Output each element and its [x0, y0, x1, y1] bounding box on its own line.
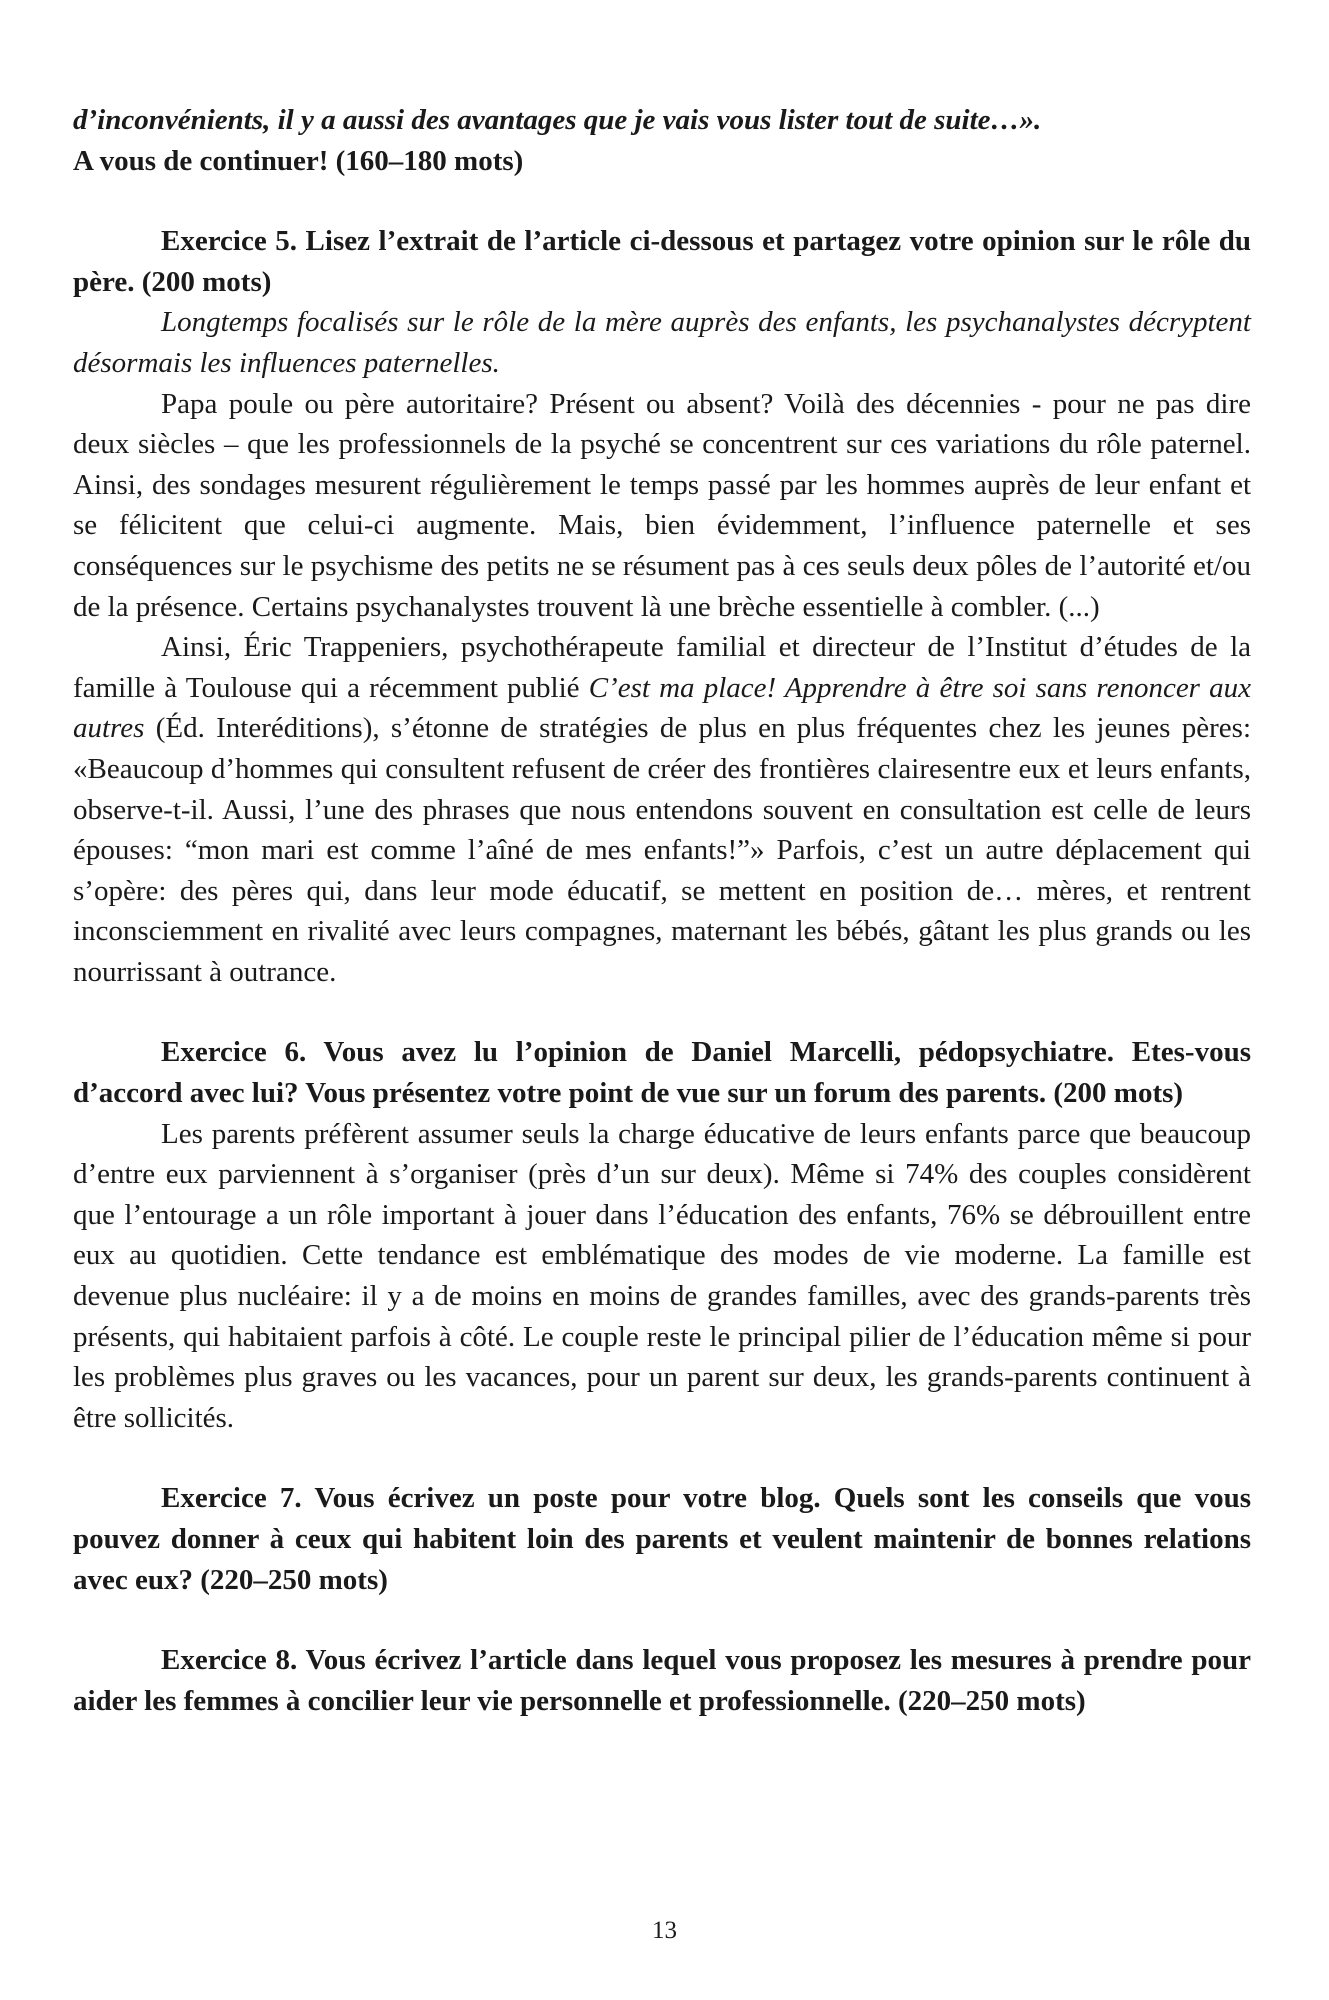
intro-block [73, 100, 1251, 181]
exercise-5-heading: Exercice 5. Lisez l’extrait de l’article ci-dessous et partagez votre opinion sur le rôle du père. (200 mots) [73, 225, 1251, 298]
book-title: C’est ma place! Apprendre à être soi sans renoncer aux autres [73, 671, 1251, 745]
intro-quote-end: d’inconvénients, il y a aussi des avantages que je vais vous lister tout de suite…». [73, 104, 1042, 136]
exercise-8-heading: Exercice 8. Vous écrivez l’article dans lequel vous proposez les mesures à prendre pour aider les femmes à concilier leur vie personnelle et professionnelle. (220–250 mots) [73, 1644, 1251, 1717]
exercise-5-lead: Longtemps focalisés sur le rôle de la mère auprès des enfants, les psychanalystes décryptent désormais les influences paternelles. [73, 306, 1251, 379]
page-number: 13 [652, 1917, 677, 1944]
document-page [73, 100, 1251, 1721]
exercise-5-paragraph-2-end: (Éd. Interéditions), s’étonne de stratégies de plus en plus fréquentes chez les jeunes pères: «Beaucoup d’hommes qui consultent refusent de créer des frontières clairesentre eux et leurs enfants, observe-t-il. Aussi, l’une des phrases que nous entendons souvent en consultation est celle de leurs épouses: “mon mari est comme l’aîné de mes enfants!”» Parfois, c’est un autre déplacement qui s’opère: des pères qui, dans leur mode éducatif, se mettent en position de… mères, et rentrent inconsciemment en rivalité avec leurs compagnes, maternant les bébés, gâtant les plus grands ou les nourrissant à outrance. [73, 712, 1251, 988]
intro-instruction: A vous de continuer! (160–180 mots) [73, 144, 524, 177]
exercise-6-paragraph: Les parents préfèrent assumer seuls la charge éducative de leurs enfants parce que beaucoup d’entre eux parviennent à s’organiser (près d’un sur deux). Même si 74% des couples considèrent que l’entourage a un rôle important à jouer dans l’éducation des enfants, 76% se débrouillent entre eux au quotidien. Cette tendance est emblématique des modes de vie moderne. La famille est devenue plus nucléaire: il y a de moins en moins de grandes familles, avec des grands-parents très présents, qui habitaient parfois à côté. Le couple reste le principal pilier de l’éducation même si pour les problèmes plus graves ou les vacances, pour un parent sur deux, les grands-parents continuent à être sollicités. [73, 1117, 1251, 1434]
exercise-7-heading: Exercice 7. Vous écrivez un poste pour votre blog. Quels sont les conseils que vous pouvez donner à ceux qui habitent loin des parents et veulent maintenir de bonnes relations avec eux? (220–250 mots) [73, 1482, 1251, 1596]
exercise-5-paragraph-2 [73, 627, 1251, 992]
exercise-6-heading: Exercice 6. Vous avez lu l’opinion de Daniel Marcelli, pédopsychiatre. Etes-vous d’accord avec lui? Vous présentez votre point de vue sur un forum des parents. (200 mots) [73, 1036, 1251, 1110]
exercise-5-paragraph-1: Papa poule ou père autoritaire? Présent ou absent? Voilà des décennies - pour ne pas dire deux siècles – que les professionnels de la psyché se concentrent sur ces variations du rôle paternel. Ainsi, des sondages mesurent régulièrement le temps passé par les hommes auprès de leur enfant et se félicitent que celui-ci augmente. Mais, bien évidemment, l’influence paternelle et ses conséquences sur le psychisme des petits ne se résument pas à ces seuls deux pôles de l’autorité et/ou de la présence. Certains psychanalystes trouvent là une brèche essentielle à combler. (...) [73, 387, 1251, 623]
exercise-5-paragraph-2-start: Ainsi, Éric Trappeniers, psychothérapeute familial et directeur de l’Institut d’études de la famille à Toulouse qui a récemment publié [73, 631, 1251, 704]
